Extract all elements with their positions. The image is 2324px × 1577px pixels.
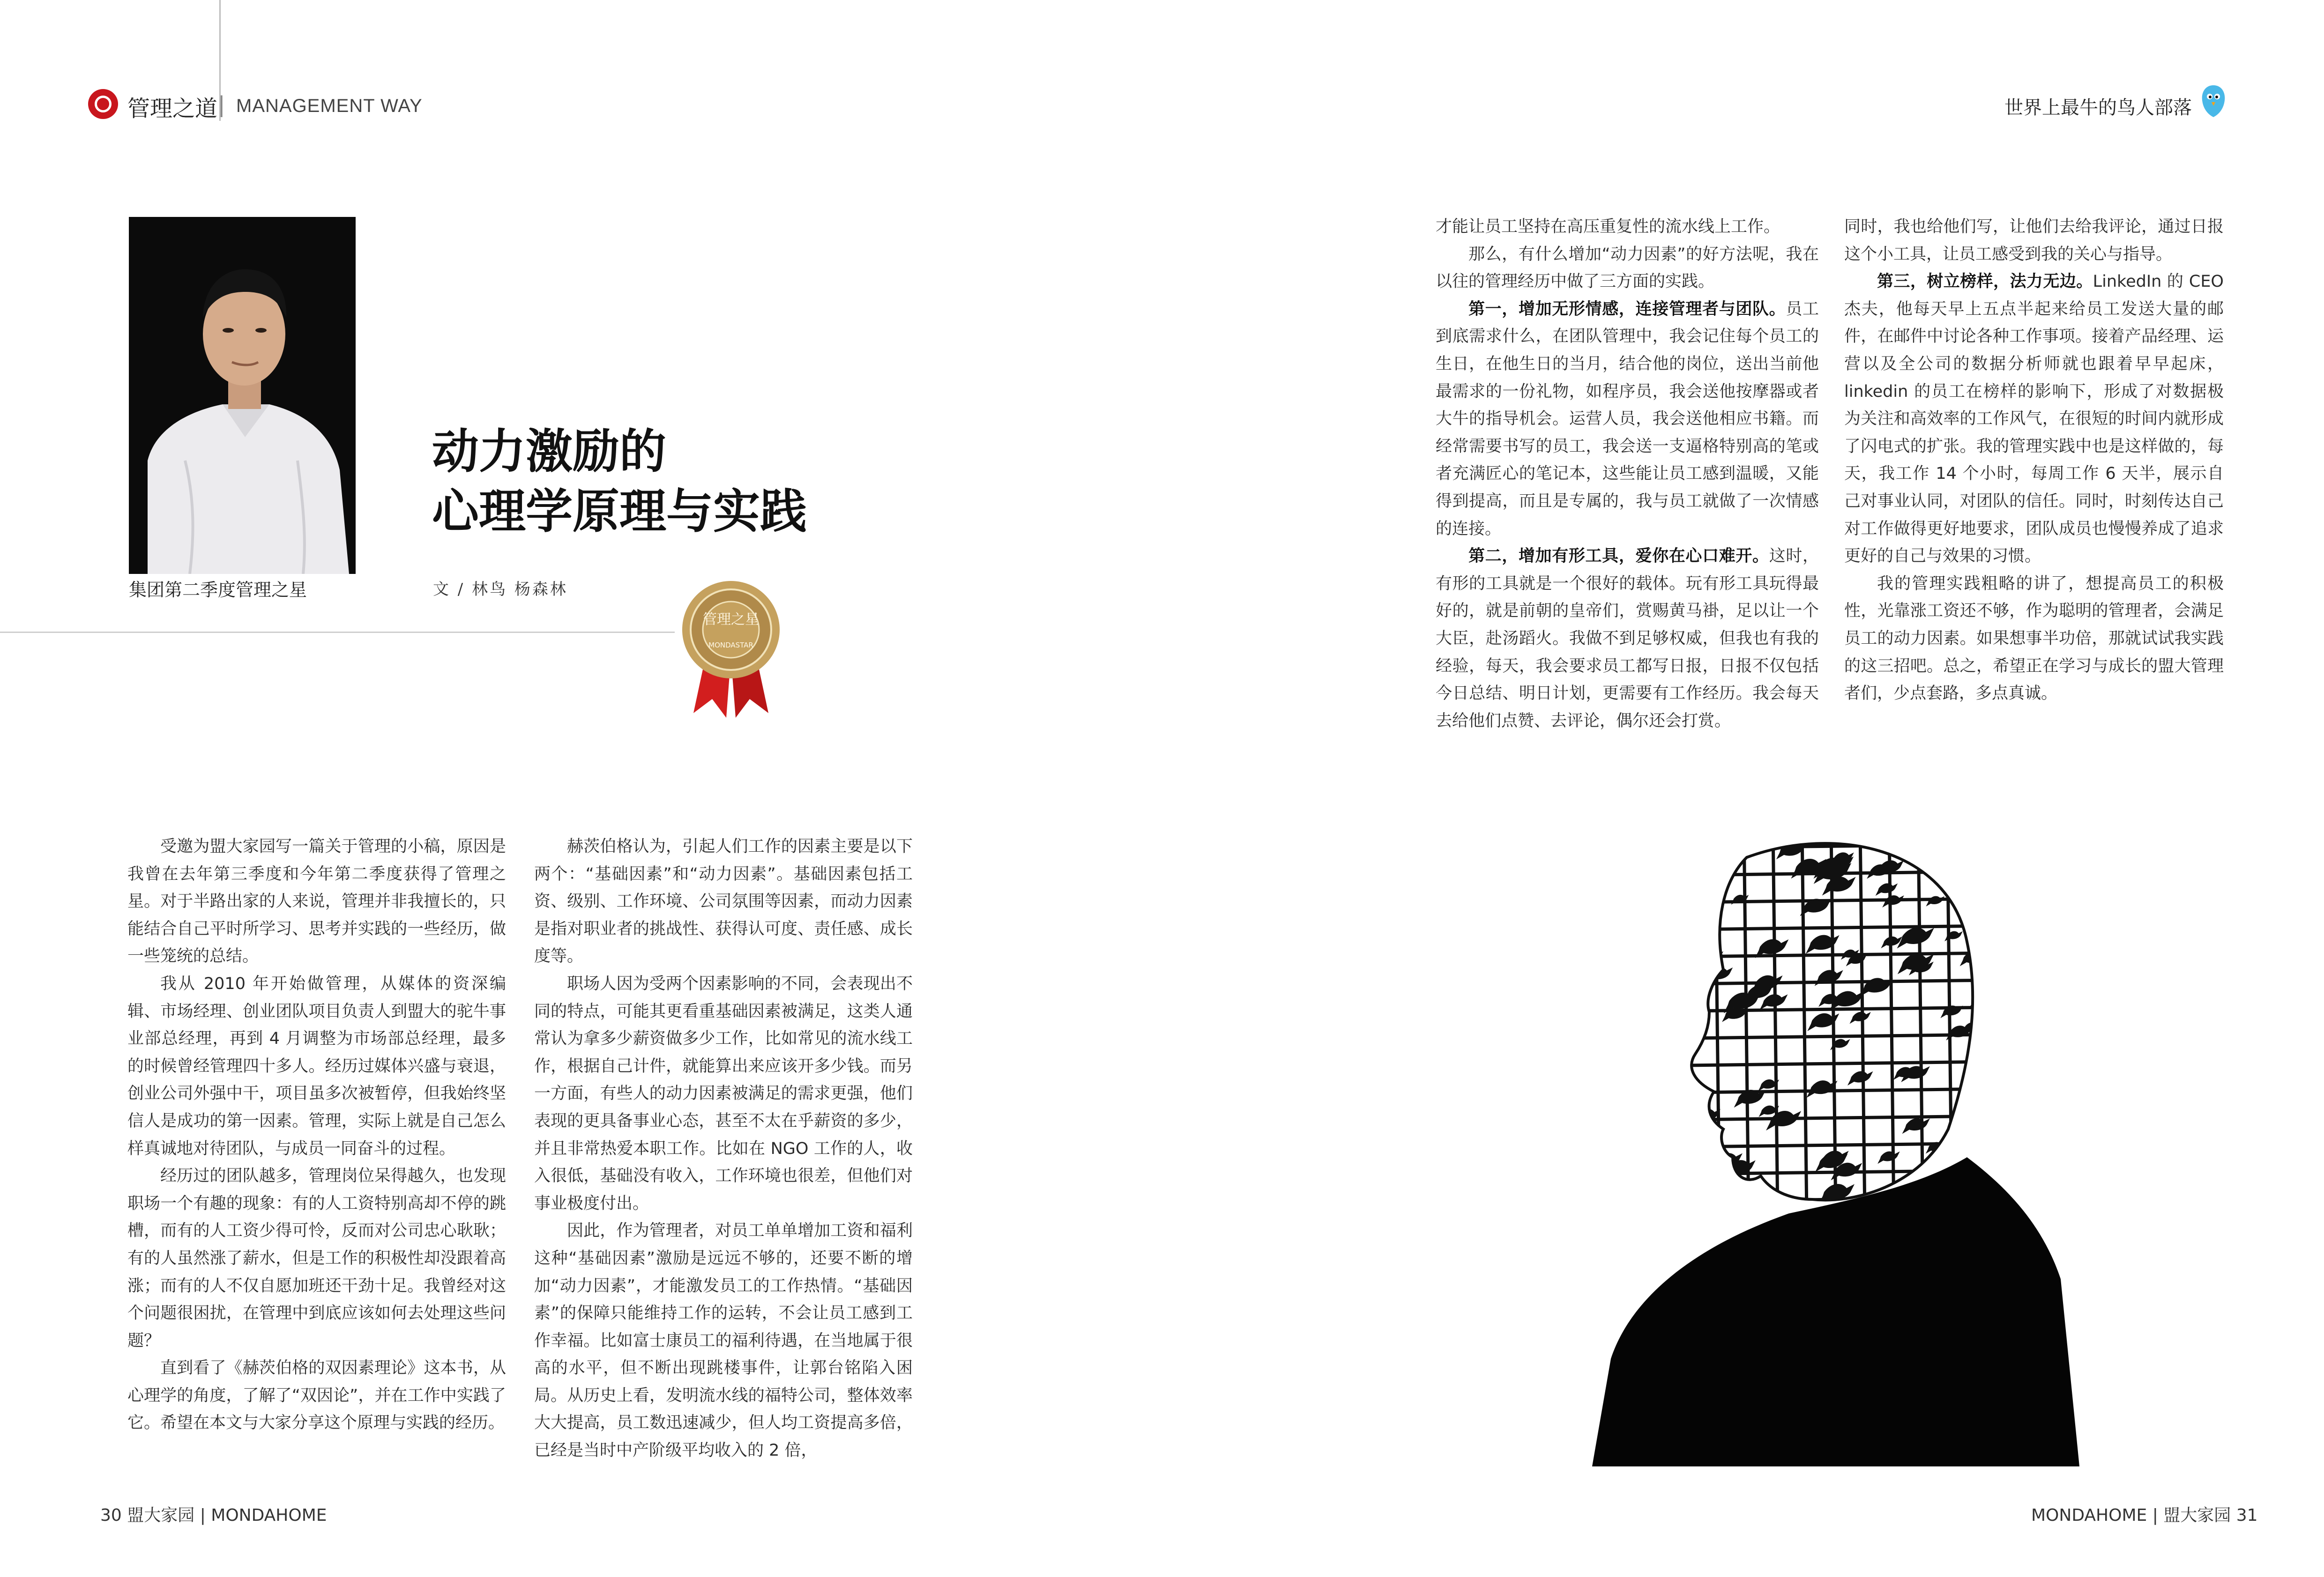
paragraph: 我的管理实践粗略的讲了，想提高员工的积极性，光靠涨工资还不够，作为聪明的管理者，会满足员工的动力因素。如果想事半功倍，那就试试我实践的这三招吧。总之，希望正在学习与成长的盟大管理者们，少点套路，多点真诚。: [1844, 574, 2224, 703]
paragraph: 受邀为盟大家园写一篇关于管理的小稿，原因是我曾在去年第三季度和今年第二季度获得了管理之星。对于半路出家的人来说，管理并非我擅长的，只能结合自己平时所学习、思考并实践的一些经历，做一些笼统的总结。: [127, 837, 506, 966]
paragraph: 因此，作为管理者，对员工单单增加工资和福利这种“基础因素”激励是远远不够的，还要不断的增加“动力因素”，才能激发员工的工作热情。“基础因素”的保障只能维持工作的运转，不会让员工感到工作幸福。比如富士康员工的福利待遇，在当地属于很高的水平，但不断出现跳楼事件，让郭台铭陷入困局。从历史上看，发明流水线的福特公司，整体效率大大提高，员工数迅速减少，但人均工资提高多倍，已经是当时中产阶级平均收入的 2 倍，: [534, 1221, 913, 1460]
grid-line: [1947, 829, 1952, 1213]
paragraph: 同时，我也给他们写，让他们去给我评论，通过日报这个小工具，让员工感受到我的关心与指导。: [1844, 217, 2224, 264]
paragraph-text: 这时，有形的工具就是一个很好的载体。玩有形工具玩得最好的，就是前朝的皇帝们，赏赐黄马褂，足以让一个大臣，赴汤蹈火。我做不到足够权威，但我也有我的经验，每天，我会要求员工都写日报，日报不仅包括今日总结、明日计划，更需要有工作经历。我会每天去给他们点赞、去评论，偶尔还会打赏。: [1436, 547, 1819, 730]
article-title-line2: 心理学原理与实践: [432, 484, 807, 539]
section-title-cn: 管理之道: [127, 96, 218, 122]
footer-right: MONDAHOME | 盟大家园 31: [2031, 1506, 2258, 1525]
badge-text: 管理之星: [703, 611, 759, 628]
article-byline: 文 / 林鸟 杨森林: [433, 580, 568, 599]
bird-mascot-icon: [2200, 83, 2227, 119]
body-column-3: [1436, 213, 1819, 735]
bird-silhouette: [1968, 1063, 2003, 1082]
body-column-2: [534, 833, 913, 1465]
management-star-badge-icon: [679, 577, 782, 718]
section-separator: |: [218, 92, 225, 117]
paragraph: [1436, 296, 1819, 543]
section-logo-icon: [88, 89, 118, 119]
paragraph-lead: 第一，增加无形情感，连接管理者与团队。: [1468, 299, 1786, 319]
paragraph: 赫茨伯格认为，引起人们工作的因素主要是以下两个：“基础因素”和“动力因素”。基础因素包括工资、级别、工作环境、公司氛围等因素，而动力因素是指对职业者的挑战性、获得认可度、责任感、成长度等。: [534, 837, 913, 966]
bird-silhouette: [1971, 1075, 1991, 1086]
section-title-en: MANAGEMENT WAY: [236, 96, 423, 116]
column-title: 世界上最牛的鸟人部落: [2004, 97, 2192, 119]
paragraph-lead: 第三，树立榜样，法力无边。: [1877, 272, 2093, 291]
bird-silhouette: [1714, 840, 1743, 856]
paragraph: 经历过的团队越多，管理岗位呆得越久，也发现职场一个有趣的现象：有的人工资特别高却不停的跳槽，而有的人工资少得可怜，反而对公司忠心耿耿；有的人虽然涨了薪水，但是工作的积极性却没跟着高涨；而有的人不仅自愿加班还干劲十足。我曾经对这个问题很困扰，在管理中到底应该如何去处理这些问题？: [127, 1167, 506, 1350]
paragraph: 那么，有什么增加“动力因素”的好方法呢，我在以往的管理经历中做了三方面的实践。: [1436, 245, 1819, 291]
grid-line: [1686, 829, 1691, 1213]
bird-silhouette: [1704, 1173, 1741, 1194]
paragraph: 直到看了《赫茨伯格的双因素理论》这本书，从心理学的角度，了解了“双因论”，并在工作中实践了它。希望在本文与大家分享这个原理与实践的经历。: [127, 1359, 506, 1433]
paragraph-lead: 第二，增加有形工具，爱你在心口难开。: [1468, 547, 1769, 566]
article-title-line1: 动力激励的: [432, 424, 666, 479]
head-birds-illustration: [1592, 829, 2079, 1466]
portrait-photo: [129, 217, 356, 574]
portrait-caption: 集团第二季度管理之星: [129, 580, 307, 600]
paragraph: [1436, 543, 1819, 735]
article-title: [432, 422, 807, 542]
title-divider: [0, 632, 675, 633]
grid-line: [1976, 829, 1981, 1213]
paragraph-text: LinkedIn 的 CEO 杰夫，他每天早上五点半起来给员工发送大量的邮件，在邮件中讨论各种工作事项。接着产品经理、运营以及全公司的数据分析师就也跟着早早起床，linkedin 的员工在榜样的影响下，形成了对数据极为关注和高效率的工作风气，在很短的时间内就形成了闪电式的扩张。我的管理实践中也是这样做的，每天，我工作 14 个小时，每周工作 6 天半，展示自己对事业认同，对团队的信任。同时，时刻传达自己对工作做得更好地要求，团队成员也慢慢养成了追求更好的自己与效果的习惯。: [1844, 272, 2224, 566]
paragraph: 我从 2010 年开始做管理，从媒体的资深编辑、市场经理、创业团队项目负责人到盟大的驼牛事业部总经理，再到 4 月调整为市场部总经理，最多的时候曾经管理四十多人。经历过媒体兴盛与衰退，创业公司外强中干，项目虽多次被暂停，但我始终坚信人是成功的第一因素。管理，实际上就是自己怎么样真诚地对待团队，与成员一同奋斗的过程。: [127, 974, 506, 1158]
paragraph: 职场人因为受两个因素影响的不同，会表现出不同的特点，可能其更看重基础因素被满足，这类人通常认为拿多少薪资做多少工作，比如常见的流水线工作，根据自己计件，就能算出来应该开多少钱。而另一方面，有些人的动力因素被满足的需求更强，他们表现的更具备事业心态，甚至不太在乎薪资的多少，并且非常热爱本职工作。比如在 NGO 工作的人，收入很低，基础没有收入，工作环境也很差，但他们对事业极度付出。: [534, 974, 913, 1213]
paragraph-text: 员工到底需求什么，在团队管理中，我会记住每个员工的生日，在他生日的当月，结合他的岗位，送出当前他最需求的一份礼物，如程序员，我会送他按摩器或者大牛的指导机会。运营人员，我会送他相应书籍。而经常需要书写的员工，我会送一支逼格特别高的笔或者充满匠心的笔记本，这些能让员工感到温暖，又能得到提高，而且是专属的，我与员工就做了一次情感的连接。: [1436, 299, 1819, 538]
bird-silhouette: [1714, 1172, 1737, 1185]
grid-line: [1686, 844, 1995, 848]
footer-left: 30 盟大家园 | MONDAHOME: [100, 1506, 327, 1525]
badge-subtext: MONDASTAR: [708, 641, 753, 649]
body-column-4: [1844, 213, 2224, 707]
paragraph: [1844, 268, 2224, 570]
paragraph: 才能让员工坚持在高压重复性的流水线上工作。: [1436, 217, 1780, 236]
bird-silhouette: [1715, 859, 1737, 871]
grid-line: [1715, 829, 1720, 1213]
body-column-1: [127, 833, 506, 1437]
